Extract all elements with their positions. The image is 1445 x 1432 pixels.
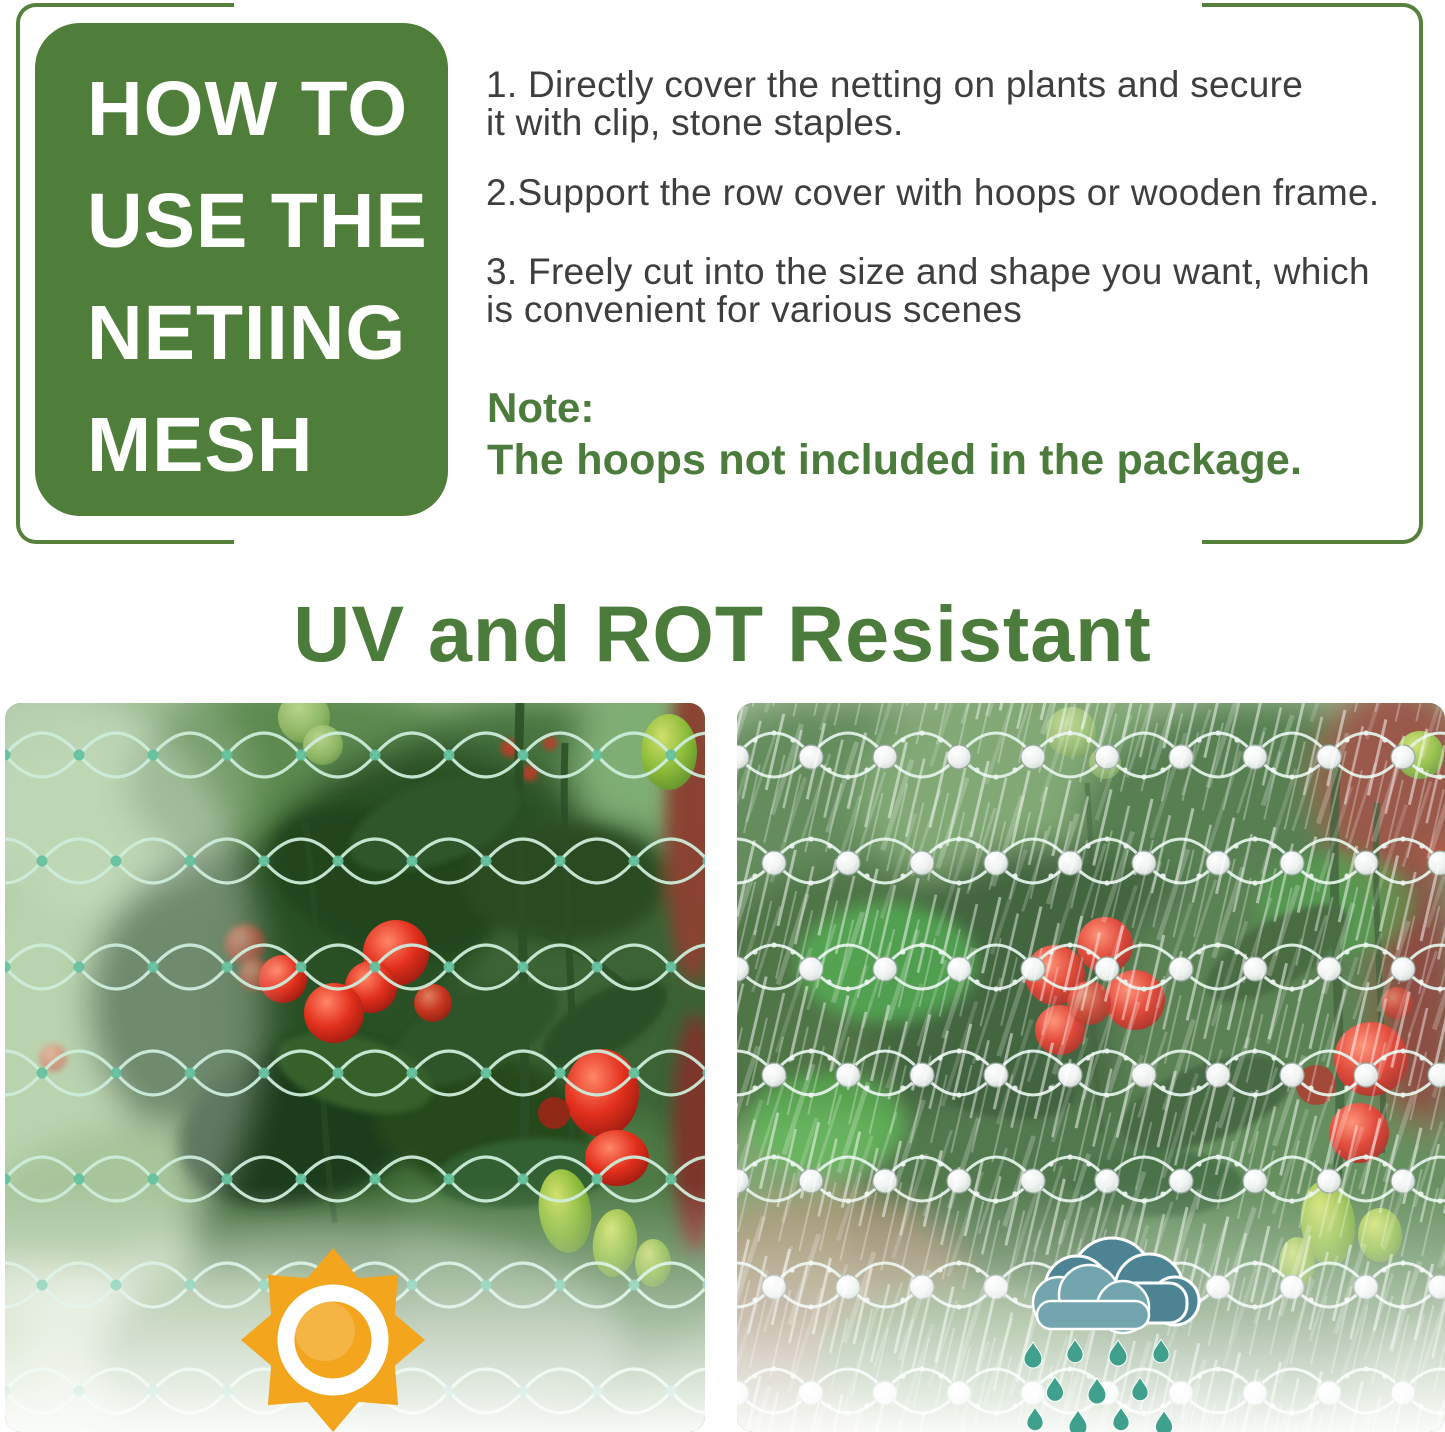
- step-3-line-2: is convenient for various scenes: [486, 289, 1023, 330]
- title-line-4: MESH: [87, 402, 314, 488]
- step-1-line-1: 1. Directly cover the netting on plants and secure: [486, 64, 1304, 105]
- note-text: The hoops not included in the package.: [487, 436, 1303, 484]
- step-1: [486, 66, 1416, 142]
- step-2-line-1: 2.Support the row cover with hoops or wooden frame.: [486, 172, 1380, 213]
- title-line-2: USE THE: [87, 178, 428, 264]
- how-to-use-title-box: [35, 23, 448, 516]
- step-3-line-1: 3. Freely cut into the size and shape you want, which: [486, 251, 1370, 292]
- instruction-steps: [486, 66, 1416, 361]
- sun-icon: [241, 1248, 425, 1432]
- uv-rot-heading: UV and ROT Resistant: [293, 589, 1152, 678]
- step-1-line-2: it with clip, stone staples.: [486, 102, 904, 143]
- title-line-1: HOW TO: [87, 66, 409, 152]
- note-label: Note:: [487, 384, 595, 431]
- photo-netting-sunny: [5, 703, 705, 1432]
- step-2: [486, 174, 1416, 212]
- step-3: [486, 253, 1416, 329]
- title-line-3: NETIING: [87, 290, 407, 376]
- photo-netting-rainy: [737, 703, 1445, 1432]
